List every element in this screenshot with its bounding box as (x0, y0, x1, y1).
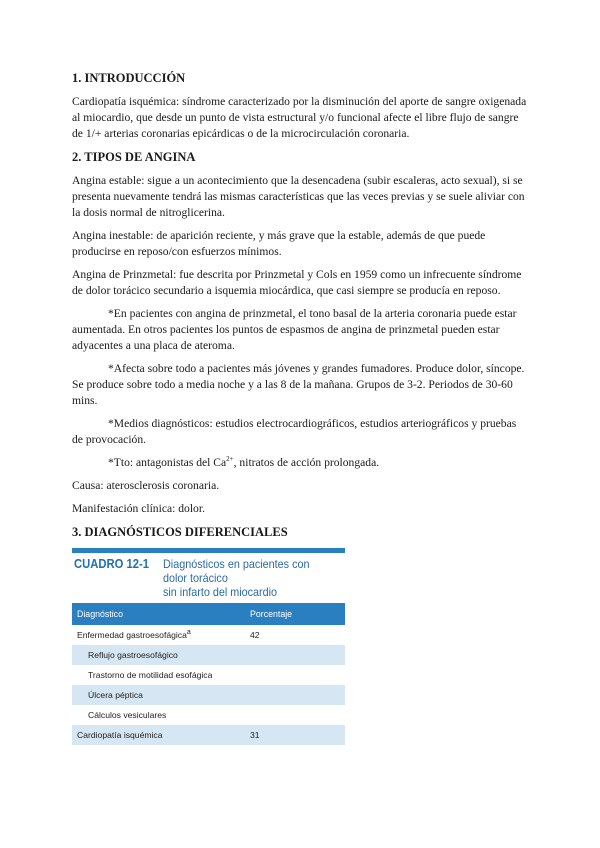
paragraph-nota-tratamiento (72, 455, 528, 471)
tratamiento-text-pre: *Tto: antagonistas del Ca (108, 456, 227, 469)
column-header-diagnostico: Diagnóstico (72, 603, 245, 625)
cuadro-number: CUADRO 12-1 (74, 557, 150, 571)
document-content (72, 70, 528, 745)
table-cell-diagnostico (72, 625, 245, 645)
paragraph-angina-estable: Angina estable: sigue a un acontecimiento que la desencadena (subir escaleras, acto sexual), si se presenta nuevamente tendrá las mismas características que las veces previas y se suele aliviar con la dosis normal de nitroglicerina. (72, 174, 525, 219)
tratamiento-text-post: , nitratos de acción prolongada. (233, 456, 380, 469)
cuadro-title (163, 557, 323, 599)
table-cell-porcentaje (245, 665, 345, 685)
table-row (72, 645, 345, 665)
table-cell-porcentaje (245, 705, 345, 725)
table-cell-porcentaje: 31 (245, 725, 345, 745)
table-cell-porcentaje (245, 645, 345, 665)
column-header-porcentaje: Porcentaje (245, 603, 345, 625)
table-row (72, 665, 345, 685)
paragraph-cardiopatia: Cardiopatía isquémica: síndrome caracterizado por la disminución del aporte de sangre oxigenada al miocardio, que desde un punto de vista estructural y/o funcional afecte el libre flujo de sangre de 1/+ arterias coronarias epicárdicas o de la microcirculación coronaria. (72, 95, 527, 140)
cuadro-title-line-1: Diagnósticos en pacientes con dolor torácico (163, 557, 310, 585)
footnote-marker: a (186, 629, 191, 637)
row-label: Enfermedad gastroesofágica (77, 630, 187, 640)
paragraph-nota-tono-basal: *En pacientes con angina de prinzmetal, el tono basal de la arteria coronaria puede estar aumentada. En otros pacientes los puntos de espasmos de angina de prinzmetal pueden estar adyacentes a una placa de ateroma. (72, 307, 517, 352)
heading-diagnosticos-diferenciales: 3. DIAGNÓSTICOS DIFERENCIALES (72, 525, 288, 539)
paragraph-angina-prinzmetal: Angina de Prinzmetal: fue descrita por Prinzmetal y Cols en 1959 como un infrecuente síndrome de dolor torácico secundario a isquemia miocárdica, que casi siempre se producía en reposo. (72, 268, 522, 297)
table-row (72, 685, 345, 705)
table-cell-diagnostico: Reflujo gastroesofágico (72, 645, 245, 665)
cuadro-title-line-2: sin infarto del miocardio (163, 585, 278, 599)
cuadro-header (72, 553, 345, 601)
heading-tipos-angina: 2. TIPOS DE ANGINA (72, 150, 196, 164)
table-row (72, 625, 345, 645)
paragraph-manifestacion: Manifestación clínica: dolor. (72, 502, 205, 515)
paragraph-nota-afecta: *Afecta sobre todo a pacientes más jóvenes y grandes fumadores. Produce dolor, síncope. Se produce sobre todo a media noche y a las 8 de la mañana. Grupos de 3-2. Periodos de 30-60 mins. (72, 362, 525, 407)
table-cell-porcentaje (245, 685, 345, 705)
paragraph-angina-inestable: Angina inestable: de aparición reciente, y más grave que la estable, además de que puede producirse en reposo/con esfuerzos mínimos. (72, 229, 486, 258)
table-cell-diagnostico: Cardiopatía isquémica (72, 725, 245, 745)
table-row (72, 705, 345, 725)
cuadro-table-figure (72, 548, 345, 745)
table-cell-diagnostico: Trastorno de motilidad esofágica (88, 670, 213, 680)
table-header-row (72, 603, 345, 625)
table-cell-diagnostico: Cálculos vesiculares (88, 710, 167, 720)
table-row (72, 725, 345, 745)
table-cell-porcentaje: 42 (250, 630, 260, 640)
table-cell-diagnostico: Úlcera péptica (72, 685, 245, 705)
paragraph-causa: Causa: aterosclerosis coronaria. (72, 479, 220, 492)
paragraph-nota-medios: *Medios diagnósticos: estudios electrocardiográficos, estudios arteriográficos y pruebas de provocación. (72, 417, 517, 446)
diagnosticos-table (72, 603, 345, 745)
heading-introduccion: 1. INTRODUCCIÓN (72, 71, 186, 85)
calcio-superscript: 2+ (226, 455, 234, 464)
